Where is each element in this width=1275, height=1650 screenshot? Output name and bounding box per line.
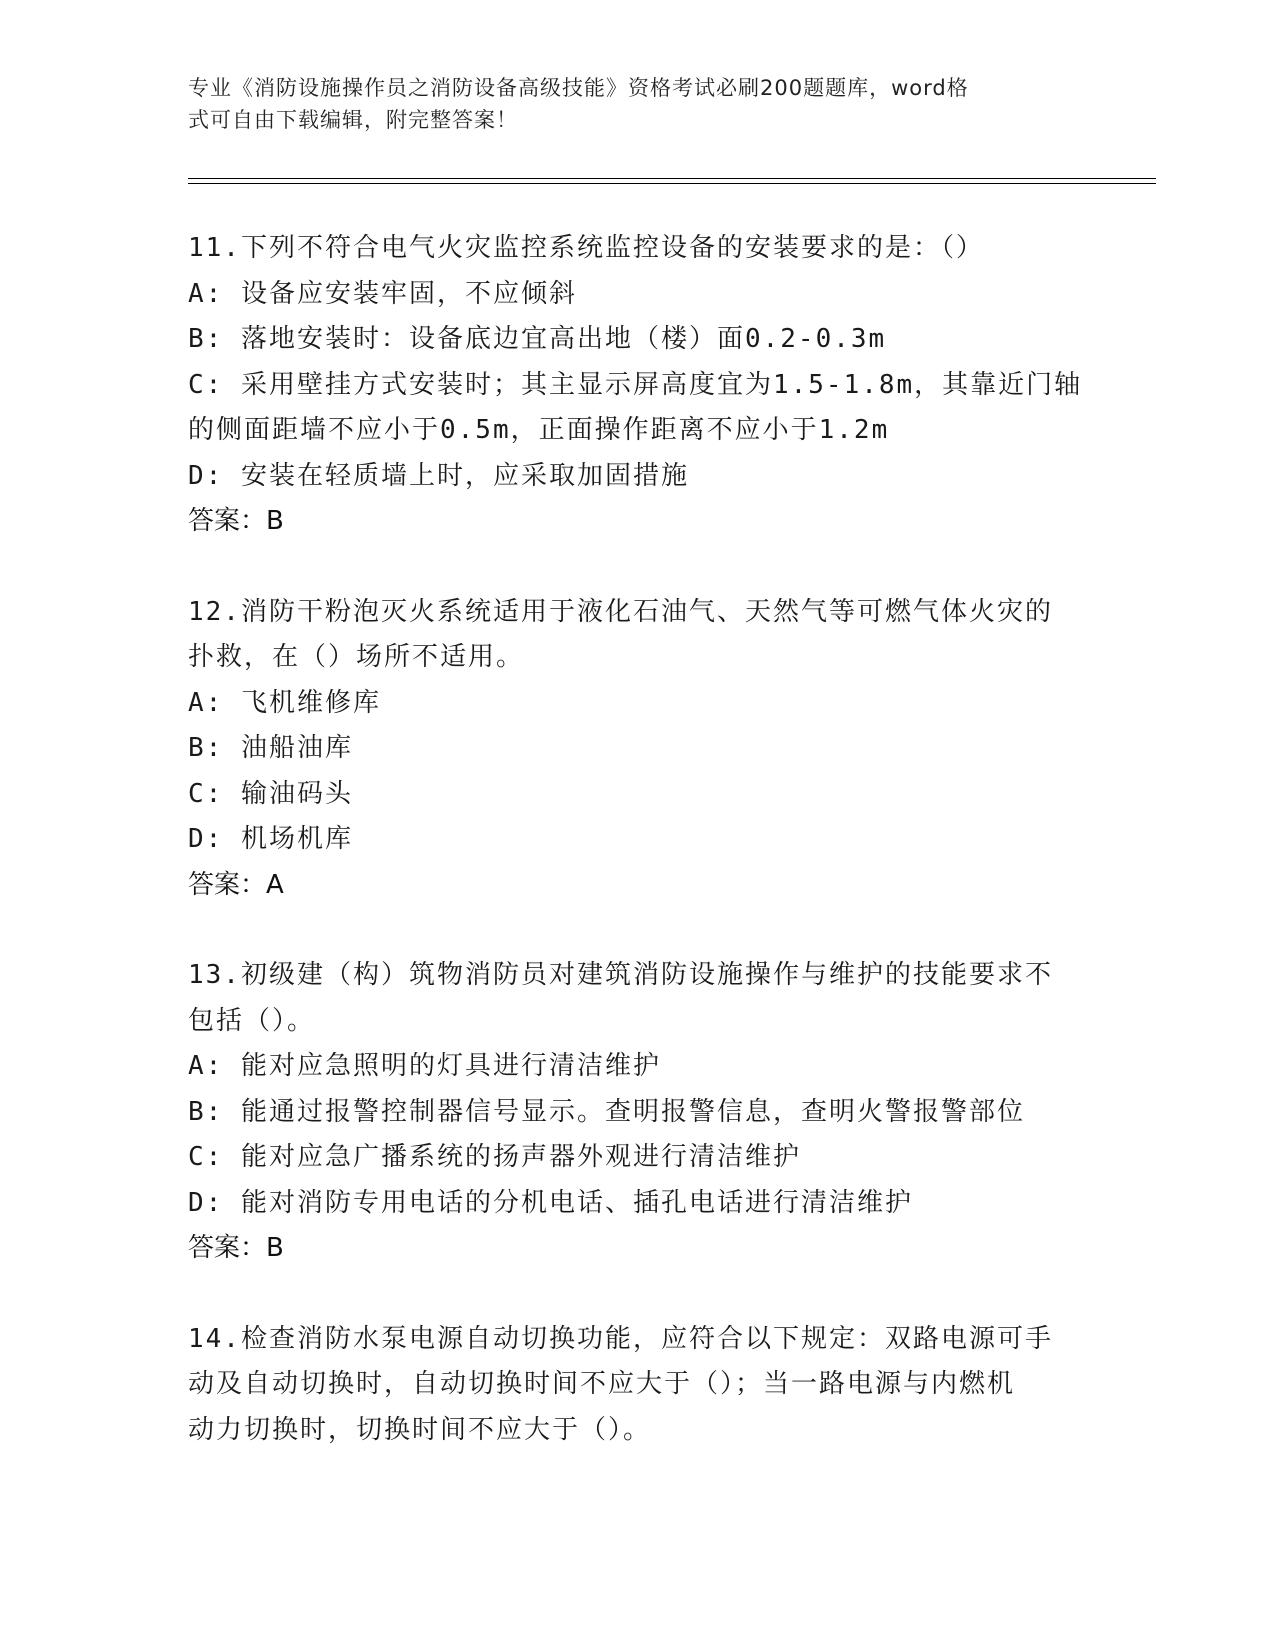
- question-list: [188, 226, 1088, 1453]
- question-spacer: [188, 908, 1088, 953]
- header-divider-top: [188, 178, 1156, 179]
- header-line-1: 专业《消防设施操作员之消防设备高级技能》资格考试必刷200题题库，word格: [188, 76, 969, 100]
- option-c: C: 能对应急广播系统的扬声器外观进行清洁维护: [188, 1142, 801, 1172]
- option-c: C: 输油码头: [188, 778, 353, 809]
- question-12: [188, 590, 1088, 909]
- answer-label: 答案：A: [188, 869, 284, 900]
- question-stem: 11.下列不符合电气火灾监控系统监控设备的安装要求的是：（）: [188, 233, 984, 263]
- document-header: [188, 72, 1068, 136]
- option-d: D: 能对消防专用电话的分机电话、插孔电话进行清洁维护: [188, 1187, 913, 1218]
- header-line-2: 式可自由下载编辑，附完整答案！: [188, 108, 518, 132]
- answer-label: 答案：B: [188, 506, 284, 536]
- answer-label: 答案：B: [188, 1233, 284, 1263]
- question-spacer: [188, 545, 1088, 590]
- option-c-continued: 的侧面距墙不应小于0.5m，正面操作距离不应小于1.2m: [188, 415, 890, 445]
- option-a: A: 飞机维修库: [188, 687, 381, 718]
- option-d: D: 安装在轻质墙上时，应采取加固措施: [188, 460, 689, 491]
- question-spacer: [188, 1272, 1088, 1317]
- question-11: [188, 226, 1088, 545]
- option-c: C: 采用壁挂方式安装时；其主显示屏高度宜为1.5-1.8m，其靠近门轴: [188, 369, 1083, 400]
- option-b: B: 落地安装时：设备底边宜高出地（楼）面0.2-0.3m: [188, 324, 887, 354]
- question-stem-continued: 动力切换时，切换时间不应大于（）。: [188, 1414, 652, 1445]
- option-a: A: 能对应急照明的灯具进行清洁维护: [188, 1051, 661, 1081]
- option-b: B: 能通过报警控制器信号显示。查明报警信息，查明火警报警部位: [188, 1096, 1025, 1127]
- header-divider-bottom: [188, 183, 1156, 184]
- question-stem: 12.消防干粉泡灭火系统适用于液化石油气、天然气等可燃气体火灾的: [188, 596, 1053, 627]
- option-a: A: 设备应安装牢固，不应倾斜: [188, 278, 577, 309]
- option-b: B: 油船油库: [188, 733, 353, 763]
- question-stem: 13.初级建（构）筑物消防员对建筑消防设施操作与维护的技能要求不: [188, 960, 1053, 990]
- question-14: [188, 1317, 1088, 1454]
- option-d: D: 机场机库: [188, 824, 353, 854]
- question-stem-continued: 扑救，在（）场所不适用。: [188, 642, 525, 672]
- question-13: [188, 953, 1088, 1272]
- question-stem: 14.检查消防水泵电源自动切换功能，应符合以下规定：双路电源可手: [188, 1323, 1053, 1354]
- question-stem-continued: 包括（）。: [188, 1005, 316, 1036]
- question-stem-continued: 动及自动切换时，自动切换时间不应大于（）；当一路电源与内燃机: [188, 1369, 1016, 1399]
